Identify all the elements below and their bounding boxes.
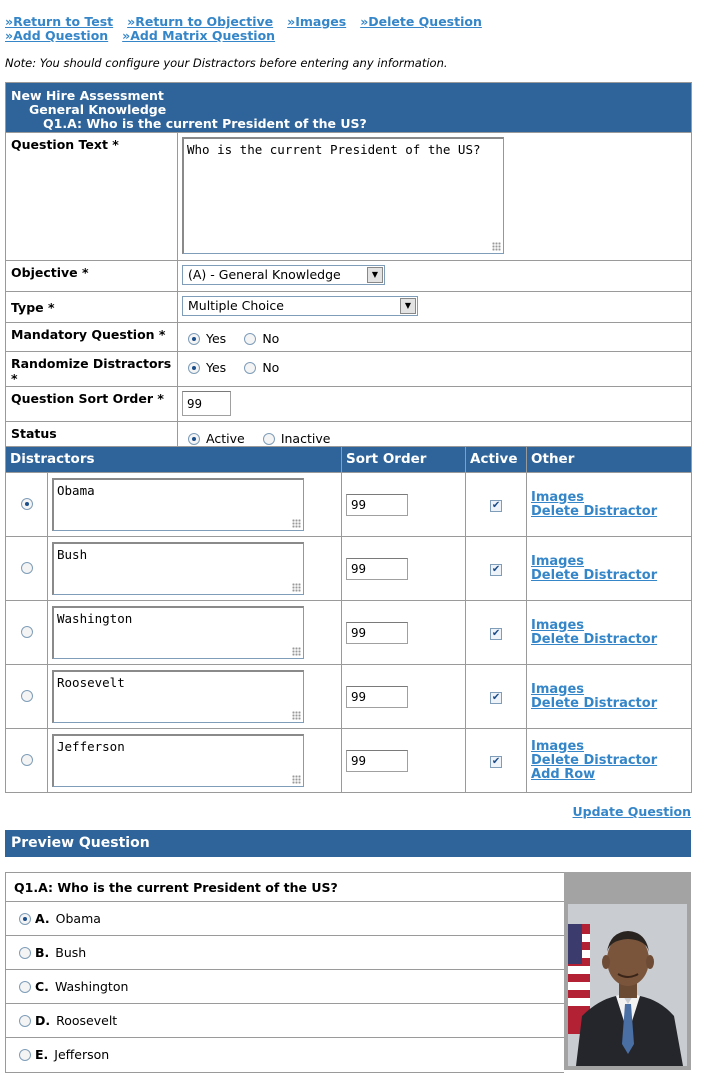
- active-checkbox[interactable]: ✔: [491, 692, 501, 703]
- chevron-down-icon: ▼: [400, 298, 416, 314]
- portrait-illustration: [568, 904, 687, 1066]
- objective-select[interactable]: [182, 265, 385, 285]
- preview-option-radio[interactable]: [19, 1049, 31, 1061]
- mandatory-yes-radio[interactable]: [188, 333, 200, 345]
- preview-panel: [5, 872, 691, 1070]
- question-text-label: Question Text *: [6, 133, 178, 261]
- randomize-yes-radio[interactable]: [188, 362, 200, 374]
- type-value: Multiple Choice: [188, 298, 284, 313]
- objective-label: Objective *: [6, 261, 178, 292]
- question-text-value: Who is the current President of the US?: [187, 142, 481, 157]
- distractor-text-input[interactable]: [52, 734, 304, 787]
- distractor-sort-input[interactable]: 99: [346, 622, 408, 644]
- option-text: Bush: [55, 945, 87, 960]
- nav-links: [5, 15, 695, 43]
- return-to-objective-link[interactable]: »Return to Objective: [127, 14, 274, 29]
- question-header: [6, 83, 692, 133]
- option-letter: B.: [35, 945, 50, 960]
- delete-distractor-link[interactable]: Delete Distractor: [531, 695, 658, 711]
- randomize-label: Randomize Distractors *: [6, 352, 178, 387]
- preview-option: [6, 1038, 564, 1072]
- randomize-no-label: No: [262, 360, 280, 375]
- correct-answer-radio[interactable]: [21, 754, 33, 766]
- distractors-header: Distractors: [6, 447, 342, 473]
- update-question-link[interactable]: Update Question: [572, 804, 691, 819]
- resize-grip-icon[interactable]: [292, 647, 301, 656]
- distractor-text: Bush: [57, 547, 88, 562]
- distractor-images-link[interactable]: Images: [531, 681, 585, 697]
- chevron-down-icon: ▼: [367, 267, 383, 283]
- status-active-label: Active: [206, 431, 245, 446]
- question-sort-order-input[interactable]: 99: [182, 391, 231, 416]
- distractor-text-input[interactable]: [52, 670, 304, 723]
- preview-option-radio[interactable]: [19, 1015, 31, 1027]
- preview-option: [6, 936, 564, 970]
- mandatory-label: Mandatory Question *: [6, 323, 178, 352]
- sort-order-label: Question Sort Order *: [6, 387, 178, 422]
- status-inactive-label: Inactive: [280, 431, 331, 446]
- distractor-images-link[interactable]: Images: [531, 553, 585, 569]
- preview-image-panel: [564, 872, 691, 1070]
- images-link[interactable]: »Images: [287, 14, 347, 29]
- distractor-sort-input[interactable]: 99: [346, 750, 408, 772]
- question-text-input[interactable]: [182, 137, 504, 254]
- resize-grip-icon[interactable]: [292, 775, 301, 784]
- distractor-text: Roosevelt: [57, 675, 125, 690]
- type-select[interactable]: [182, 296, 418, 316]
- option-text: Roosevelt: [56, 1013, 118, 1028]
- option-letter: C.: [35, 979, 49, 994]
- test-name: New Hire Assessment: [11, 88, 164, 103]
- distractor-images-link[interactable]: Images: [531, 617, 585, 633]
- active-checkbox[interactable]: ✔: [491, 756, 501, 767]
- add-row-link[interactable]: Add Row: [531, 766, 596, 782]
- sort-order-header: Sort Order: [342, 447, 466, 473]
- distractor-row: [6, 665, 692, 729]
- preview-question-box: [5, 872, 564, 1073]
- type-label: Type *: [6, 292, 178, 323]
- distractor-text: Washington: [57, 611, 133, 626]
- status-inactive-radio[interactable]: [263, 433, 275, 445]
- preview-question-text: Q1.A: Who is the current President of the US?: [6, 873, 564, 902]
- objective-name: General Knowledge: [29, 102, 167, 117]
- add-matrix-question-link[interactable]: »Add Matrix Question: [122, 28, 276, 43]
- resize-grip-icon[interactable]: [292, 519, 301, 528]
- active-checkbox[interactable]: ✔: [491, 628, 501, 639]
- distractor-row: [6, 729, 692, 793]
- delete-distractor-link[interactable]: Delete Distractor: [531, 631, 658, 647]
- resize-grip-icon[interactable]: [292, 583, 301, 592]
- delete-distractor-link[interactable]: Delete Distractor: [531, 503, 658, 519]
- question-form: [5, 82, 692, 451]
- other-header: Other: [527, 447, 692, 473]
- distractor-row: [6, 473, 692, 537]
- preview-header: Preview Question: [5, 830, 691, 857]
- delete-question-link[interactable]: »Delete Question: [360, 14, 482, 29]
- option-text: Obama: [55, 911, 101, 926]
- distractor-sort-input[interactable]: 99: [346, 686, 408, 708]
- correct-answer-radio[interactable]: [21, 498, 33, 510]
- randomize-yes-label: Yes: [206, 360, 227, 375]
- mandatory-no-label: No: [262, 331, 280, 346]
- preview-option-radio[interactable]: [19, 981, 31, 993]
- preview-option-radio[interactable]: [19, 913, 31, 925]
- active-checkbox[interactable]: ✔: [491, 500, 501, 511]
- correct-answer-radio[interactable]: [21, 626, 33, 638]
- preview-option: [6, 1004, 564, 1038]
- distractor-text-input[interactable]: [52, 606, 304, 659]
- distractor-sort-input[interactable]: 99: [346, 558, 408, 580]
- distractor-row: [6, 601, 692, 665]
- active-header: Active: [466, 447, 527, 473]
- distractor-images-link[interactable]: Images: [531, 738, 585, 754]
- delete-distractor-link[interactable]: Delete Distractor: [531, 567, 658, 583]
- config-note: Note: You should configure your Distractors before entering any information.: [5, 56, 448, 70]
- preview-option: [6, 902, 564, 936]
- distractor-text-input[interactable]: [52, 542, 304, 595]
- option-letter: D.: [35, 1013, 51, 1028]
- option-letter: E.: [35, 1047, 49, 1062]
- distractor-text-input[interactable]: [52, 478, 304, 531]
- randomize-no-radio[interactable]: [244, 362, 256, 374]
- president-portrait-photo: [568, 904, 687, 1066]
- option-text: Jefferson: [54, 1047, 110, 1062]
- return-to-test-link[interactable]: »Return to Test: [5, 14, 114, 29]
- preview-option: [6, 970, 564, 1004]
- delete-distractor-link[interactable]: Delete Distractor: [531, 752, 658, 768]
- resize-grip-icon[interactable]: [292, 711, 301, 720]
- distractor-text: Jefferson: [57, 739, 125, 754]
- status-active-radio[interactable]: [188, 433, 200, 445]
- distractor-sort-input[interactable]: 99: [346, 494, 408, 516]
- preview-option-radio[interactable]: [19, 947, 31, 959]
- option-text: Washington: [54, 979, 129, 994]
- distractor-images-link[interactable]: Images: [531, 489, 585, 505]
- add-question-link[interactable]: »Add Question: [5, 28, 109, 43]
- correct-answer-radio[interactable]: [21, 690, 33, 702]
- correct-answer-radio[interactable]: [21, 562, 33, 574]
- mandatory-yes-label: Yes: [206, 331, 227, 346]
- option-letter: A.: [35, 911, 50, 926]
- status-label: Status: [6, 422, 178, 451]
- distractors-table: [5, 446, 692, 793]
- resize-grip-icon[interactable]: [492, 242, 501, 251]
- mandatory-no-radio[interactable]: [244, 333, 256, 345]
- question-title: Q1.A: Who is the current President of the US?: [43, 116, 367, 131]
- active-checkbox[interactable]: ✔: [491, 564, 501, 575]
- objective-value: (A) - General Knowledge: [188, 267, 341, 282]
- distractor-row: [6, 537, 692, 601]
- distractor-text: Obama: [57, 483, 95, 498]
